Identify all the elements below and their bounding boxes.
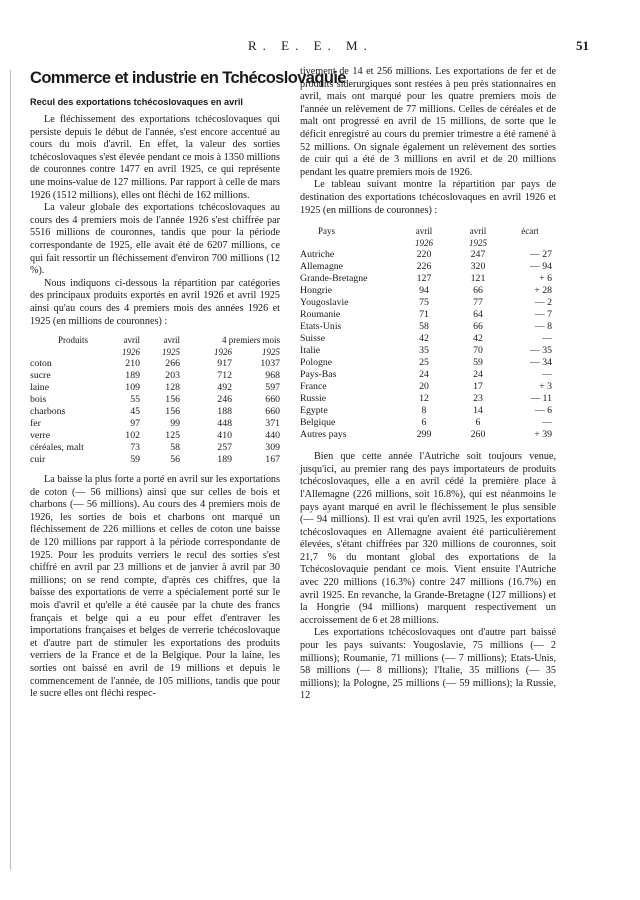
- paragraph: tivement de 14 et 256 millions. Les exportations de fer et de produits siderurgiques sont restées à peu près stationnaires en avril, mais ont marqué pour les quatre premiers mois de l'année un relèvement de 77 millions. Celles de céréales et de malt ont progressé en avril de 15 millions, de sorte que le déficit enregistré au cours du premier trimestre a été ramené à 52 millions. On signale également un relèvement des sorties de cuir qui a été de 3 millions en avril et de 20 millions pendant les quatre premiers mois de 1926.: [300, 66, 556, 178]
- table-row: [300, 357, 556, 369]
- difference-cell: —: [542, 369, 552, 381]
- table-row: [300, 393, 556, 405]
- product-name-cell: céréales, malt: [30, 442, 84, 454]
- scan-edge-line: [10, 70, 11, 870]
- value-cell: 6: [475, 417, 481, 429]
- difference-cell: + 39: [534, 429, 552, 441]
- table-row: [300, 405, 556, 417]
- difference-cell: —: [542, 417, 552, 429]
- table-row: [30, 358, 280, 370]
- table-row: [300, 321, 556, 333]
- article-title: Commerce et industrie en Tchécoslovaquie: [30, 69, 346, 87]
- countries-table-years: [300, 237, 556, 249]
- value-cell: 6: [421, 417, 427, 429]
- value-cell: 59: [473, 357, 483, 369]
- table-row: [300, 309, 556, 321]
- header-cell: avril: [415, 226, 433, 237]
- table-row: [300, 417, 556, 429]
- paragraph: Le tableau suivant montre la répartition par pays de destination des exportations tchécoslovaques en avril 1926 et 1925 (en millions de couronnes) :: [300, 179, 556, 216]
- value-cell: 203: [165, 370, 180, 382]
- difference-cell: — 6: [534, 405, 552, 417]
- table-row: [300, 261, 556, 273]
- value-cell: 156: [165, 406, 180, 418]
- value-cell: 8: [421, 405, 427, 417]
- value-cell: 66: [473, 285, 483, 297]
- value-cell: 42: [473, 333, 483, 345]
- countries-table: [300, 225, 556, 441]
- country-name-cell: Belgique: [300, 417, 336, 429]
- paragraph: Les exportations tchécoslovaques ont d'autre part baissé pour les pays suivants: Yougoslavie, 75 millions (— 2 millions); Roumanie, 71 millions (— 7 millions); Etats-Unis, 58 millions (— 8 millions); l'Italie, 35 millions (— 35 millions); la Pologne, 25 millions (— 59 millions); la Russie, 12: [300, 627, 556, 702]
- value-cell: 260: [470, 429, 486, 441]
- table-row: [300, 297, 556, 309]
- table-row: [300, 429, 556, 441]
- country-name-cell: Suisse: [300, 333, 326, 345]
- value-cell: 440: [265, 430, 280, 442]
- value-cell: 66: [473, 321, 483, 333]
- paragraph: Nous indiquons ci-dessous la répartition par catégories des principaux produits exportés en avril 1926 et avril 1925 ainsi qu'au cours des 4 premiers mois des années 1926 et 1925 (en millions de couronnes) :: [30, 277, 280, 327]
- value-cell: 660: [265, 394, 280, 406]
- page-number: 51: [576, 38, 589, 53]
- value-cell: 73: [130, 442, 140, 454]
- value-cell: 14: [473, 405, 483, 417]
- table-row: [300, 381, 556, 393]
- running-title: R. E. E. M.: [248, 38, 373, 53]
- table-row: [30, 418, 280, 430]
- difference-cell: — 2: [534, 297, 552, 309]
- paragraph: La baisse la plus forte a porté en avril sur les exportations de coton (— 56 millions) ainsi que sur celles de bois et charbons (— 56 millions). Au cours des 4 premiers mois de 1926, les sorties de bois et charbons ont marqué un fléchissement de 226 millions et celles de coton une baisse de 120 millions par rapport à la période correspondante de 1925. Pour les produits verriers le recul des sorties s'est chiffré en avril par 23 millions et de janvier à avril par 30 millions; on se rend compte, d'après ces chiffres, que la baisse des exportations de verre a spécialement porté sur le mois d'avril et qu'elle a été causée par la chute des francs français et belge qui a eu pour effet d'entraver les importations françaises et belges de verrerie tchécoslovaque et d'autre part de stimuler les exportations des produits verriers de la France et de la Belgique. Pour la laine, les sorties ont baissé en avril de 19 millions et depuis le commencement de l'année, de 105 millions, tandis que pour le sucre elles ont fléchi respec-: [30, 474, 280, 700]
- country-name-cell: Autriche: [300, 249, 335, 261]
- value-cell: 266: [165, 358, 180, 370]
- table-row: [300, 273, 556, 285]
- value-cell: 77: [473, 297, 483, 309]
- year-cell: 1926: [415, 238, 433, 249]
- table-row: [30, 430, 280, 442]
- value-cell: 58: [170, 442, 180, 454]
- table-row: [30, 442, 280, 454]
- value-cell: 42: [419, 333, 429, 345]
- value-cell: 188: [217, 406, 232, 418]
- product-name-cell: fer: [30, 418, 41, 430]
- value-cell: 247: [470, 249, 486, 261]
- paragraph: Le fléchissement des exportations tchécoslovaques qui persiste depuis le début de l'année, s'est encore accentué au cours du mois d'avril. En effet, la valeur des sorties tchécoslovaques s'est élevée pendant ce mois à 1350 millions de couronnes contre 1477 en avril 1925, ce qui représente une moins-value de 127 millions. Par rapport à celle de mars 1926 (1512 millions), elles ont fléchi de 162 millions.: [30, 114, 280, 201]
- country-name-cell: Roumanie: [300, 309, 341, 321]
- header-cell: Produits: [57, 335, 88, 346]
- products-table-body: [30, 358, 280, 466]
- value-cell: 58: [419, 321, 429, 333]
- value-cell: 109: [125, 382, 140, 394]
- value-cell: 55: [130, 394, 140, 406]
- value-cell: 220: [416, 249, 432, 261]
- value-cell: 24: [419, 369, 429, 381]
- difference-cell: — 34: [529, 357, 552, 369]
- table-row: [30, 454, 280, 466]
- product-name-cell: verre: [30, 430, 51, 442]
- value-cell: 56: [170, 454, 180, 466]
- products-table: [30, 334, 280, 466]
- products-table-header: [30, 334, 280, 346]
- year-cell: 1926: [122, 347, 140, 358]
- value-cell: 94: [419, 285, 429, 297]
- value-cell: 45: [130, 406, 140, 418]
- country-name-cell: Etats-Unis: [300, 321, 342, 333]
- value-cell: 24: [473, 369, 483, 381]
- products-table-years: [30, 346, 280, 358]
- table-row: [30, 406, 280, 418]
- value-cell: 20: [419, 381, 429, 393]
- country-name-cell: Autres pays: [300, 429, 347, 441]
- difference-cell: — 7: [534, 309, 552, 321]
- difference-cell: + 3: [539, 381, 552, 393]
- value-cell: 75: [419, 297, 429, 309]
- value-cell: 597: [265, 382, 280, 394]
- table-row: [300, 369, 556, 381]
- header-cell: avril: [163, 335, 180, 346]
- country-name-cell: Grande-Bretagne: [300, 273, 368, 285]
- value-cell: 64: [473, 309, 483, 321]
- value-cell: 299: [416, 429, 432, 441]
- table-row: [300, 249, 556, 261]
- difference-cell: — 35: [529, 345, 552, 357]
- country-name-cell: Pologne: [300, 357, 333, 369]
- value-cell: 23: [473, 393, 483, 405]
- country-name-cell: Russie: [300, 393, 327, 405]
- value-cell: 189: [125, 370, 140, 382]
- paragraph: La valeur globale des exportations tchécoslovaques au cours des 4 premiers mois de l'année 1926 s'est chiffrée par 5516 millions de couronnes, tandis que pour la période correspondante de 1925, elle avait été de 6207 millions, ce qui fait ressortir un fléchissement d'environ 700 millions (12 %).: [30, 202, 280, 277]
- header-cell: Pays: [318, 226, 336, 237]
- value-cell: 246: [217, 394, 232, 406]
- country-name-cell: Italie: [300, 345, 321, 357]
- product-name-cell: laine: [30, 382, 50, 394]
- paragraph: Bien que cette année l'Autriche soit toujours venue, jusqu'ici, au premier rang des pays importateurs de produits tchécoslovaques, elle a en avril cédé la première place à l'Allemagne (226 millions, soit 16.8%), qui est néanmoins le pays ayant marqué en avril le fléchissement le plus sensible (— 94 millions). Il est vrai qu'en avril 1925, les exportations tchécoslovaques en Allemagne avaient été particulièrement élevées, s'étant chiffrées par 320 millions de couronnes, soit 21,7 % du montant global des exportations de la Tchécoslovaquie pendant ce mois. Vient ensuite l'Autriche avec 220 millions (16.3%) contre 247 millions (16.7%) en avril 1925. En revanche, la Grande-Bretagne (127 millions) et la Hongrie (94 millions) marquent respectivement un accroissement de 6 et 28 millions.: [300, 451, 556, 626]
- value-cell: 127: [416, 273, 432, 285]
- right-column: [300, 66, 556, 703]
- value-cell: 167: [265, 454, 280, 466]
- value-cell: 189: [217, 454, 232, 466]
- year-cell: 1925: [162, 347, 180, 358]
- value-cell: 320: [470, 261, 486, 273]
- value-cell: 97: [130, 418, 140, 430]
- country-name-cell: Egypte: [300, 405, 328, 417]
- value-cell: 712: [217, 370, 232, 382]
- difference-cell: — 8: [534, 321, 552, 333]
- difference-cell: — 11: [530, 393, 552, 405]
- article-subtitle: Recul des exportations tchécoslovaques en avril: [30, 97, 243, 107]
- value-cell: 25: [419, 357, 429, 369]
- value-cell: 71: [419, 309, 429, 321]
- value-cell: 35: [419, 345, 429, 357]
- table-row: [30, 382, 280, 394]
- value-cell: 121: [470, 273, 486, 285]
- year-cell: 1926: [214, 347, 232, 358]
- table-row: [300, 333, 556, 345]
- country-name-cell: Yougoslavie: [300, 297, 349, 309]
- product-name-cell: coton: [30, 358, 52, 370]
- value-cell: 1037: [260, 358, 280, 370]
- countries-table-body: [300, 249, 556, 441]
- table-row: [30, 370, 280, 382]
- value-cell: 128: [165, 382, 180, 394]
- value-cell: 226: [416, 261, 432, 273]
- header-cell: avril: [469, 226, 487, 237]
- value-cell: 156: [165, 394, 180, 406]
- header-cell: avril: [123, 335, 140, 346]
- country-name-cell: France: [300, 381, 327, 393]
- value-cell: 410: [217, 430, 232, 442]
- countries-table-header: [300, 225, 556, 237]
- product-name-cell: charbons: [30, 406, 66, 418]
- table-row: [300, 345, 556, 357]
- value-cell: 917: [217, 358, 232, 370]
- country-name-cell: Allemagne: [300, 261, 343, 273]
- country-name-cell: Hongrie: [300, 285, 333, 297]
- page-header: [0, 38, 640, 54]
- difference-cell: — 27: [529, 249, 552, 261]
- table-row: [30, 394, 280, 406]
- difference-cell: — 94: [529, 261, 552, 273]
- value-cell: 968: [265, 370, 280, 382]
- value-cell: 70: [473, 345, 483, 357]
- value-cell: 17: [473, 381, 483, 393]
- product-name-cell: bois: [30, 394, 47, 406]
- difference-cell: + 28: [534, 285, 552, 297]
- difference-cell: + 6: [539, 273, 552, 285]
- value-cell: 448: [217, 418, 232, 430]
- header-cell: 4 premiers mois: [222, 335, 280, 346]
- value-cell: 257: [217, 442, 232, 454]
- value-cell: 210: [125, 358, 140, 370]
- value-cell: 660: [265, 406, 280, 418]
- value-cell: 99: [170, 418, 180, 430]
- value-cell: 492: [217, 382, 232, 394]
- value-cell: 12: [419, 393, 429, 405]
- year-cell: 1925: [469, 238, 487, 249]
- table-row: [300, 285, 556, 297]
- value-cell: 371: [265, 418, 280, 430]
- header-cell: écart: [521, 226, 539, 237]
- product-name-cell: sucre: [30, 370, 51, 382]
- country-name-cell: Pays-Bas: [300, 369, 337, 381]
- year-cell: 1925: [262, 347, 280, 358]
- difference-cell: —: [542, 333, 552, 345]
- value-cell: 309: [265, 442, 280, 454]
- product-name-cell: cuir: [30, 454, 46, 466]
- value-cell: 102: [125, 430, 140, 442]
- value-cell: 59: [130, 454, 140, 466]
- value-cell: 125: [165, 430, 180, 442]
